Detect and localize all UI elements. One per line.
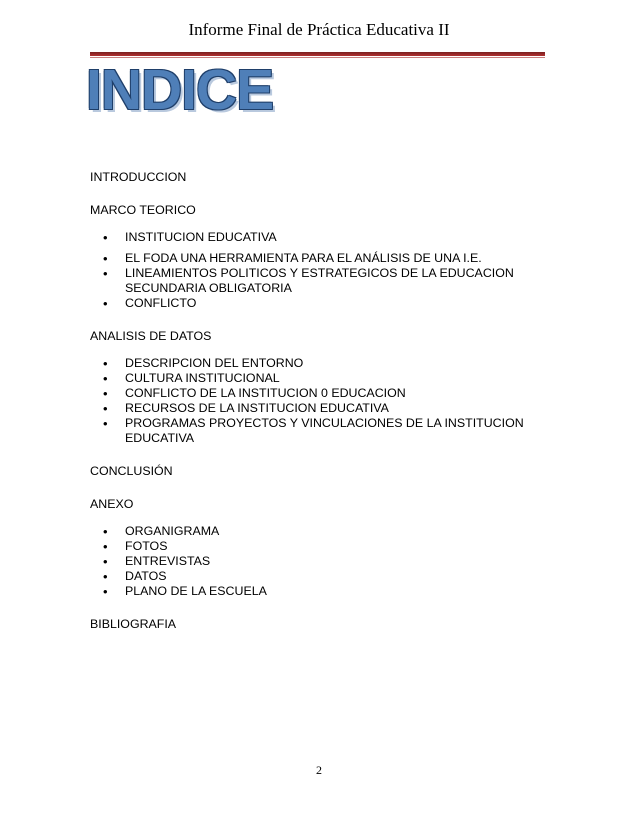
toc-list-item: • PLANO DE LA ESCUELA: [90, 584, 550, 599]
toc-list-item: • DATOS: [90, 569, 550, 584]
toc-section-title: MARCO TEORICO: [90, 203, 196, 217]
document-header-title: Informe Final de Práctica Educativa II: [188, 20, 450, 39]
toc-section-marco-teorico: [90, 203, 550, 311]
toc-sublist: [90, 230, 550, 311]
toc-list-item: • INSTITUCION EDUCATIVA: [90, 230, 550, 245]
toc-section-introduccion: [90, 170, 550, 185]
toc-list-item: • FOTOS: [90, 539, 550, 554]
toc-list-item: • PROGRAMAS PROYECTOS Y VINCULACIONES DE LA INSTITUCION EDUCATIVA: [90, 416, 550, 446]
toc-sublist: [90, 524, 550, 599]
toc-list-item: • LINEAMIENTOS POLITICOS Y ESTRATEGICOS DE LA EDUCACION SECUNDARIA OBLIGATORIA: [90, 266, 550, 296]
toc-section-title: ANEXO: [90, 497, 134, 511]
header-divider: [90, 52, 545, 56]
toc-section-title: INTRODUCCION: [90, 170, 187, 184]
toc-list-item: • RECURSOS DE LA INSTITUCION EDUCATIVA: [90, 401, 550, 416]
toc-sublist: [90, 356, 550, 446]
toc-list-item: • CULTURA INSTITUCIONAL: [90, 371, 550, 386]
toc-list-item: • CONFLICTO DE LA INSTITUCION 0 EDUCACION: [90, 386, 550, 401]
toc-section-title: CONCLUSIÓN: [90, 464, 173, 478]
toc-section-conclusion: [90, 464, 550, 479]
toc-section-anexo: [90, 497, 550, 599]
toc-section-bibliografia: [90, 617, 550, 632]
toc-list-item: • CONFLICTO: [90, 296, 550, 311]
toc-list-item: • ORGANIGRAMA: [90, 524, 550, 539]
page-number: 2: [316, 763, 322, 777]
toc-section-title: ANALISIS DE DATOS: [90, 329, 212, 343]
toc-list-item: • EL FODA UNA HERRAMIENTA PARA EL ANÁLISIS DE UNA I.E.: [90, 251, 550, 266]
toc-section-analisis-de-datos: [90, 329, 550, 446]
table-of-contents: [90, 170, 550, 650]
toc-list-item: • ENTREVISTAS: [90, 554, 550, 569]
toc-list-item: • DESCRIPCION DEL ENTORNO: [90, 356, 550, 371]
index-title: INDICE: [86, 58, 274, 122]
toc-section-title: BIBLIOGRAFIA: [90, 617, 177, 631]
